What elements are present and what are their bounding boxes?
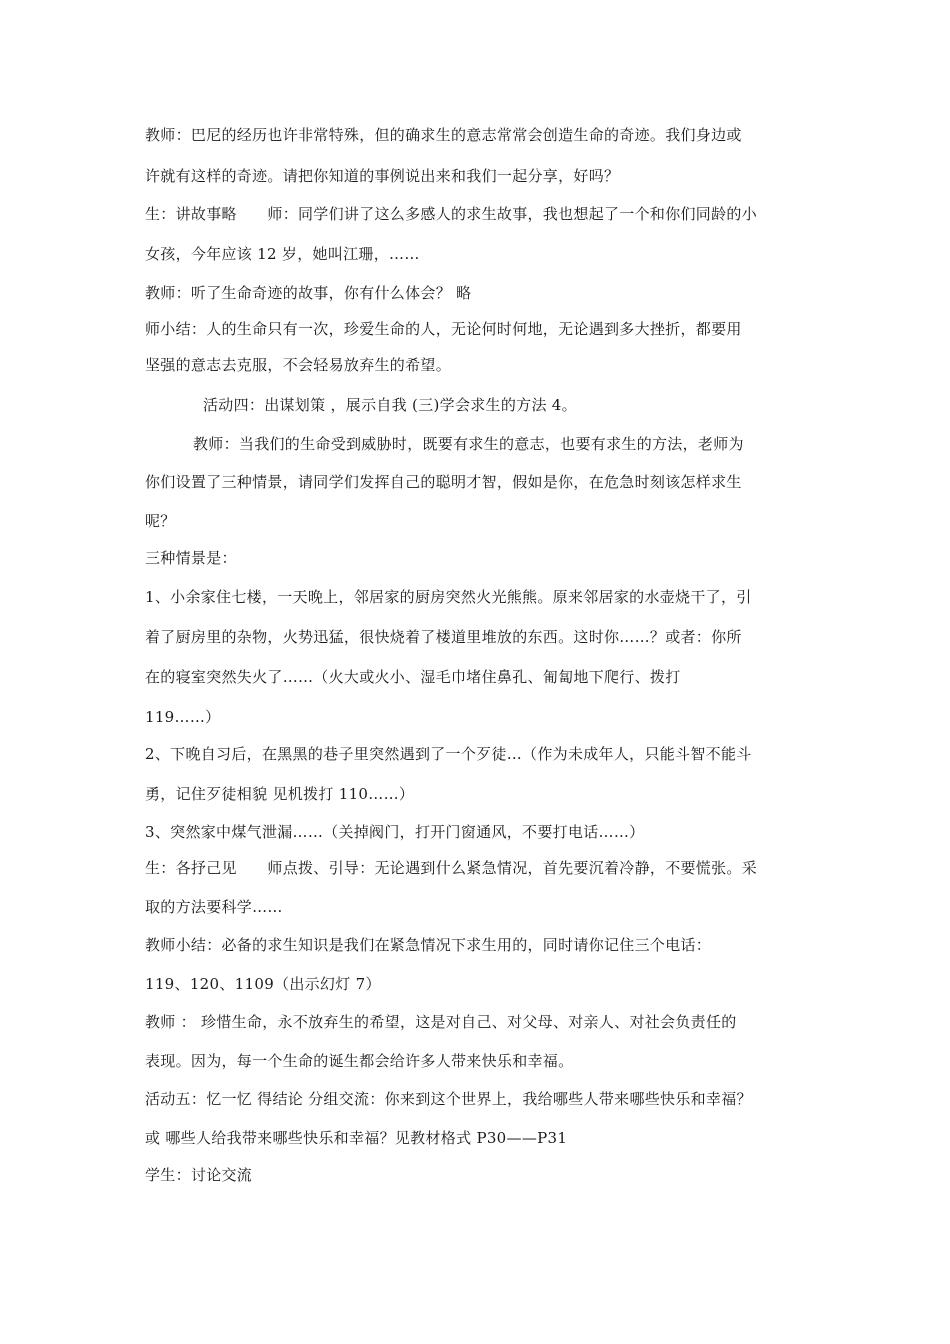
text-line: 坚强的意志去克服，不会轻易放弃生的希望。 bbox=[145, 356, 452, 374]
text-line: 或 哪些人给我带来哪些快乐和幸福？见教材格式 P30——P31 bbox=[145, 1129, 568, 1147]
text-line: 在的寝室突然失火了……（火大或火小、湿毛巾堵住鼻孔、匍匐地下爬行、拨打 bbox=[145, 668, 681, 686]
text-line: 学生：讨论交流 bbox=[145, 1166, 253, 1184]
text-line: 许就有这样的奇迹。请把你知道的事例说出来和我们一起分享，好吗？ bbox=[145, 167, 620, 185]
text-line: 教师：当我们的生命受到威胁时，既要有求生的意志，也要有求生的方法，老师为 bbox=[193, 435, 744, 453]
text-line: 教师 ： 珍惜生命，永不放弃生的希望，这是对自己、对父母、对亲人、对社会负责任的 bbox=[145, 1013, 737, 1031]
text-line: 勇，记住歹徒相貌 见机拨打 110……） bbox=[145, 785, 415, 803]
text-line: 生：各抒己见 师点拨、引导：无论遇到什么紧急情况，首先要沉着冷静，不要慌张。采 bbox=[145, 859, 758, 877]
text-line: 取的方法要科学…… bbox=[145, 898, 283, 916]
text-line: 呢？ bbox=[145, 512, 176, 530]
text-line: 教师：巴尼的经历也许非常特殊，但的确求生的意志常常会创造生命的奇迹。我们身边或 bbox=[145, 126, 742, 144]
text-line: 生：讲故事略 师：同学们讲了这么多感人的求生故事，我也想起了一个和你们同龄的小 bbox=[145, 205, 758, 223]
text-line: 女孩，今年应该 12 岁，她叫江珊，…… bbox=[145, 245, 420, 263]
scenario-two: 2、下晚自习后，在黑黑的巷子里突然遇到了一个歹徒…（作为未成年人，只能斗智不能斗 bbox=[145, 745, 752, 763]
text-line: 师小结：人的生命只有一次，珍爱生命的人，无论何时何地，无论遇到多大挫折，都要用 bbox=[145, 320, 742, 338]
activity-four-heading: 活动四：出谋划策 ，展示自我 (三)学会求生的方法 4。 bbox=[203, 396, 577, 414]
text-line: 表现。因为，每一个生命的诞生都会给许多人带来快乐和幸福。 bbox=[145, 1052, 574, 1070]
scenario-one: 1、小余家住七楼，一天晚上，邻居家的厨房突然火光熊熊。原来邻居家的水壶烧干了，引 bbox=[145, 588, 752, 606]
text-line: 三种情景是： bbox=[145, 549, 237, 567]
text-line: 着了厨房里的杂物，火势迅猛，很快烧着了楼道里堆放的东西。这时你……？或者：你所 bbox=[145, 628, 742, 646]
activity-five-heading: 活动五：忆一忆 得结论 分组交流：你来到这个世界上，我给哪些人带来哪些快乐和幸福？ bbox=[145, 1090, 752, 1108]
text-line: 教师小结：必备的求生知识是我们在紧急情况下求生用的，同时请你记住三个电话： bbox=[145, 936, 712, 954]
scenario-three: 3、突然家中煤气泄漏……（关掉阀门，打开门窗通风，不要打电话……） bbox=[145, 823, 645, 841]
text-line: 119……） bbox=[145, 708, 221, 726]
text-line: 你们设置了三种情景，请同学们发挥自己的聪明才智，假如是你，在危急时刻该怎样求生 bbox=[145, 473, 742, 491]
text-line: 119、120、1109（出示幻灯 7） bbox=[145, 975, 381, 993]
text-line: 教师：听了生命奇迹的故事，你有什么体会？ 略 bbox=[145, 284, 472, 302]
